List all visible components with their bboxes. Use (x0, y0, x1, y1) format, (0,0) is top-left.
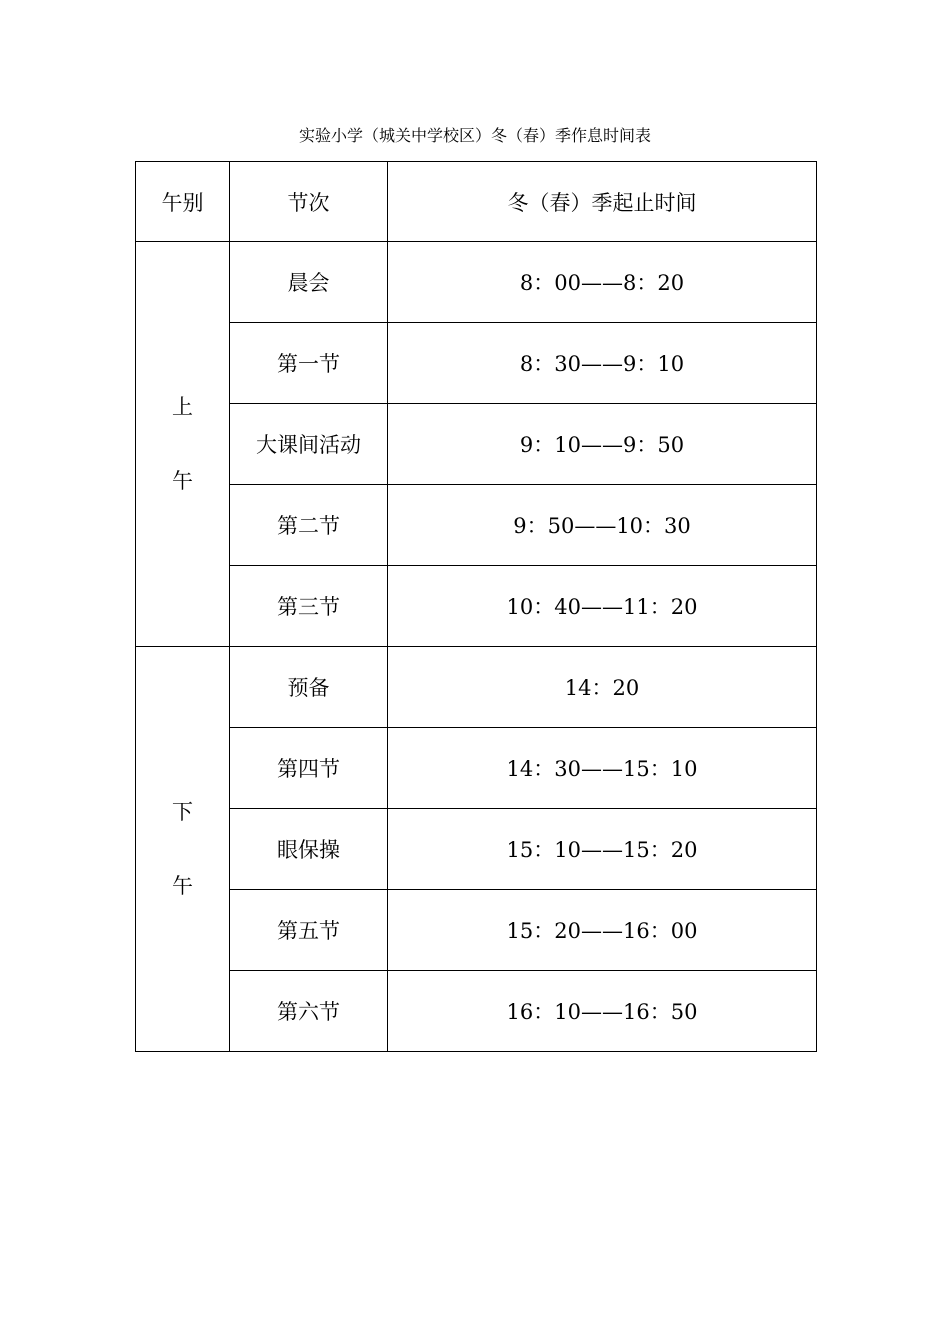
lesson-name: 预备 (230, 647, 388, 728)
table-row (136, 890, 817, 971)
table-row (136, 566, 817, 647)
header-lesson: 节次 (230, 162, 388, 242)
lesson-name: 第二节 (230, 485, 388, 566)
lesson-time: 14：30——15：10 (388, 728, 817, 809)
lesson-name: 眼保操 (230, 809, 388, 890)
page-title: 实验小学（城关中学校区）冬（春）季作息时间表 (298, 126, 651, 145)
table-row (136, 242, 817, 323)
schedule-table (135, 161, 817, 1052)
table-row (136, 809, 817, 890)
lesson-time: 16：10——16：50 (388, 971, 817, 1052)
table-row (136, 485, 817, 566)
table-row (136, 404, 817, 485)
afternoon-label-top: 下 (172, 800, 193, 824)
lesson-time: 8：30——9：10 (388, 323, 817, 404)
afternoon-period-cell (136, 647, 230, 1052)
lesson-time: 15：20——16：00 (388, 890, 817, 971)
lesson-name: 第六节 (230, 971, 388, 1052)
header-time: 冬（春）季起止时间 (388, 162, 817, 242)
lesson-name: 晨会 (230, 242, 388, 323)
table-header-row (136, 162, 817, 242)
morning-label-top: 上 (172, 395, 193, 419)
lesson-name: 大课间活动 (230, 404, 388, 485)
morning-period-cell (136, 242, 230, 647)
lesson-time: 9：10——9：50 (388, 404, 817, 485)
morning-label-bottom: 午 (172, 469, 193, 493)
table-row (136, 728, 817, 809)
table-row (136, 323, 817, 404)
afternoon-label-bottom: 午 (172, 874, 193, 898)
lesson-time: 14：20 (388, 647, 817, 728)
lesson-name: 第五节 (230, 890, 388, 971)
lesson-time: 15：10——15：20 (388, 809, 817, 890)
lesson-name: 第三节 (230, 566, 388, 647)
lesson-time: 9：50——10：30 (388, 485, 817, 566)
table-row (136, 971, 817, 1052)
lesson-name: 第一节 (230, 323, 388, 404)
lesson-name: 第四节 (230, 728, 388, 809)
header-period: 午别 (136, 162, 230, 242)
table-row (136, 647, 817, 728)
lesson-time: 8：00——8：20 (388, 242, 817, 323)
lesson-time: 10：40——11：20 (388, 566, 817, 647)
